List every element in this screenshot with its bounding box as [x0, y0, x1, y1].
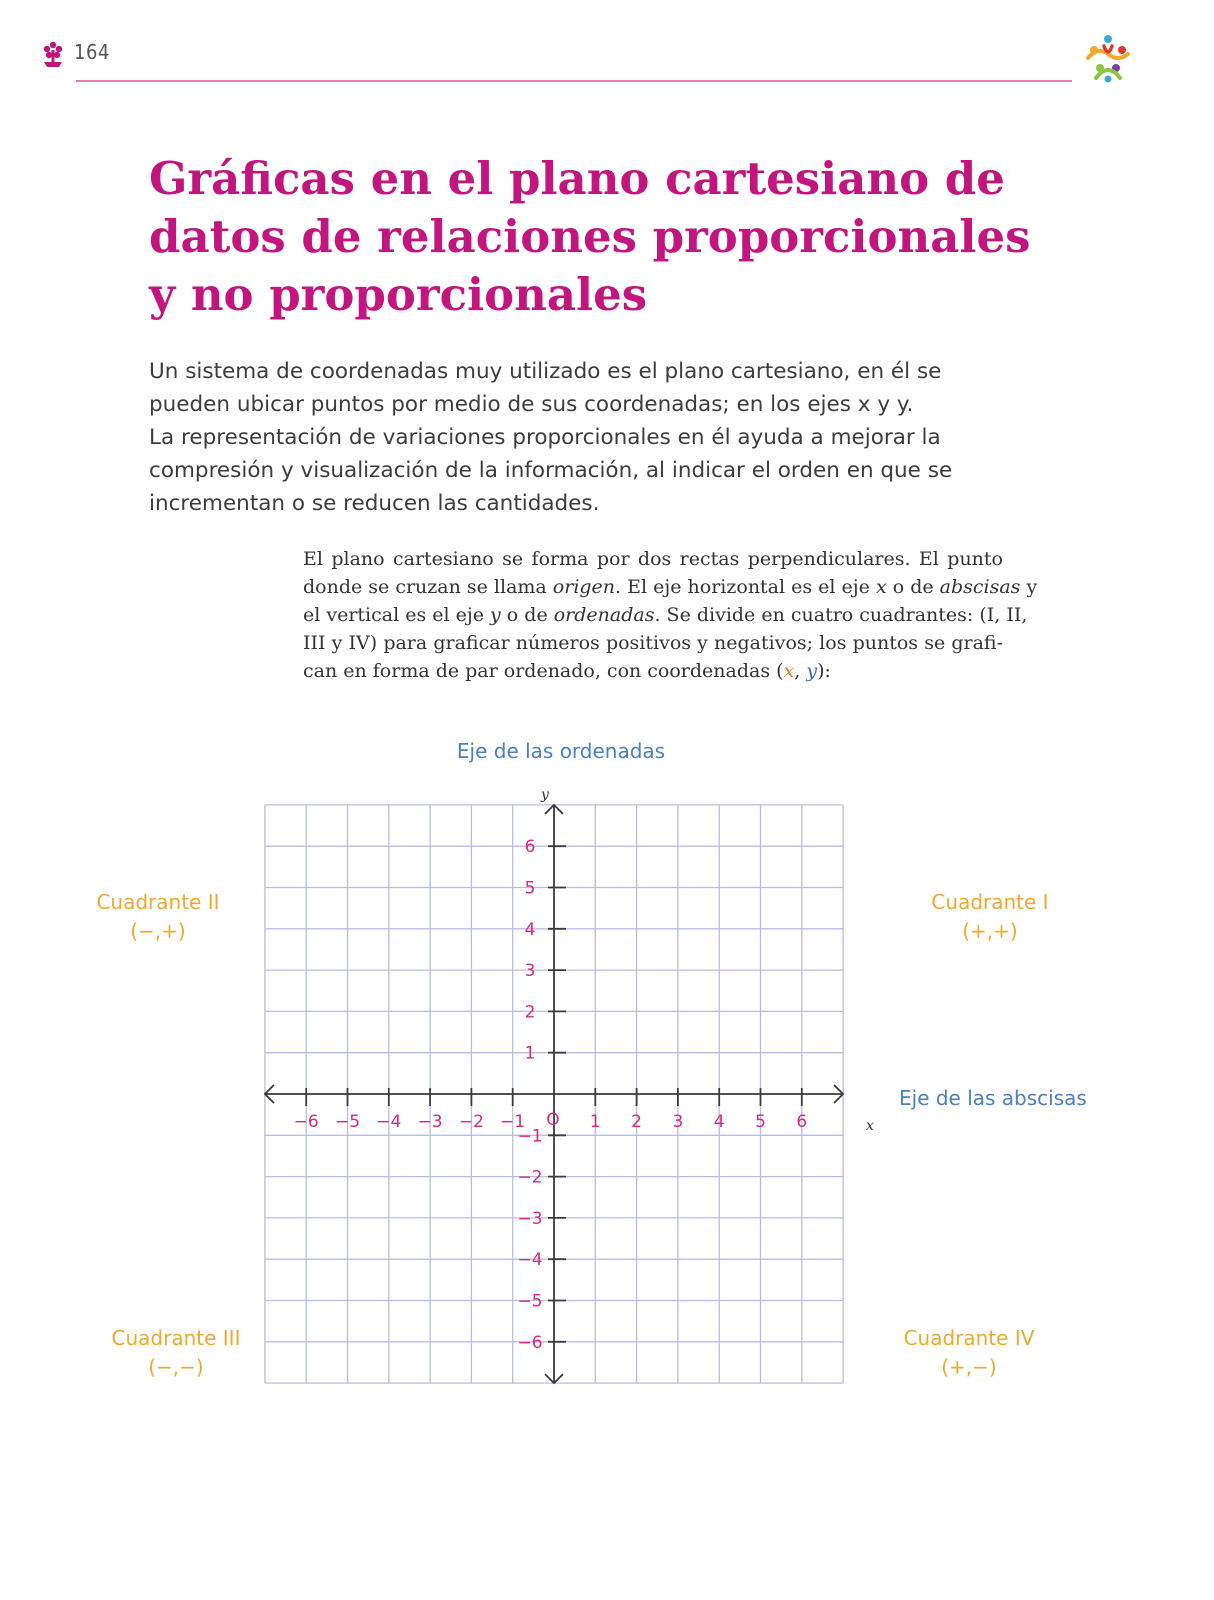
- title-line: Gráficas en el plano cartesiano de: [149, 152, 1005, 205]
- page-number: 164: [74, 40, 110, 64]
- x-tick-label: 6: [796, 1112, 808, 1132]
- y-tick-label: 1: [524, 1043, 536, 1064]
- x-tick-label: −4: [376, 1112, 402, 1132]
- quadrant-3-signs: (−,−): [148, 1355, 204, 1379]
- y-axis-letter: y: [541, 787, 549, 803]
- intro-line: Un sistema de coordenadas muy utilizado es el plano cartesiano, en él se: [149, 359, 942, 384]
- intro-line: incrementan o se reducen las cantidades.: [149, 491, 600, 516]
- x-tick-label: −5: [334, 1112, 361, 1132]
- quadrant-2-signs: (−,+): [130, 919, 186, 943]
- definition-line: el vertical es el eje y o de ordenadas. Se divide en cuatro cuadrantes: (I, II,: [303, 604, 1028, 626]
- title-line: y no proporcionales: [149, 268, 648, 321]
- y-tick-label: −1: [517, 1126, 543, 1147]
- definition-line: El plano cartesiano se forma por dos rectas perpendiculares. El punto: [303, 548, 1003, 570]
- x-tick-label: 1: [589, 1112, 601, 1132]
- y-tick-label: −4: [517, 1250, 543, 1271]
- x-tick-label: −6: [293, 1112, 319, 1132]
- x-tick-label: 2: [631, 1112, 643, 1132]
- intro-line: La representación de variaciones proporcionales en él ayuda a mejorar la: [149, 425, 941, 450]
- term-origen: origen: [552, 576, 616, 598]
- origin-label: O: [546, 1110, 560, 1130]
- term-ordenadas: ordenadas: [553, 604, 655, 626]
- quadrant-3-name: Cuadrante III: [111, 1326, 241, 1350]
- title-line: datos de relaciones proporcionales: [149, 210, 1031, 263]
- quadrant-1-signs: (+,+): [962, 919, 1018, 943]
- y-axis-title: Eje de las ordenadas: [456, 739, 666, 763]
- x-tick-label: 3: [672, 1112, 684, 1132]
- y-tick-label: 3: [524, 961, 536, 982]
- definition-line: can en forma de par ordenado, con coordenadas (x, y):: [303, 660, 831, 682]
- axes: [265, 805, 843, 1383]
- y-tick-label: 2: [524, 1002, 536, 1023]
- y-tick-label: −3: [517, 1208, 543, 1229]
- definition-line: III y IV) para graficar números positivos y negativos; los puntos se grafi-: [303, 632, 1003, 654]
- quadrant-4-name: Cuadrante IV: [903, 1326, 1035, 1350]
- term-abscisas: abscisas: [939, 576, 1021, 598]
- y-tick-label: 5: [524, 878, 536, 899]
- definition-line: donde se cruzan se llama origen. El eje horizontal es el eje x o de abscisas y: [303, 576, 1038, 598]
- y-tick-label: −5: [517, 1291, 543, 1312]
- x-axis-letter: x: [866, 1118, 874, 1134]
- x-tick-label: 4: [713, 1112, 725, 1132]
- quadrant-2-name: Cuadrante II: [96, 890, 220, 914]
- y-tick-label: −2: [517, 1167, 543, 1188]
- x-tick-label: −1: [500, 1112, 526, 1132]
- quadrant-1-name: Cuadrante I: [931, 890, 1049, 914]
- intro-line: pueden ubicar puntos por medio de sus coordenadas; en los ejes x y y.: [149, 392, 914, 417]
- x-tick-label: −3: [417, 1112, 443, 1132]
- y-tick-label: 4: [524, 919, 536, 940]
- x-tick-label: 5: [755, 1112, 766, 1132]
- intro-line: compresión y visualización de la información, al indicar el orden en que se: [149, 458, 953, 483]
- quadrant-4-signs: (+,−): [941, 1355, 997, 1379]
- y-tick-label: −6: [517, 1332, 543, 1353]
- x-axis-title: Eje de las abscisas: [899, 1086, 1087, 1110]
- x-tick-label: −2: [458, 1112, 484, 1132]
- y-tick-label: 6: [524, 837, 536, 858]
- ticks: [294, 837, 808, 1353]
